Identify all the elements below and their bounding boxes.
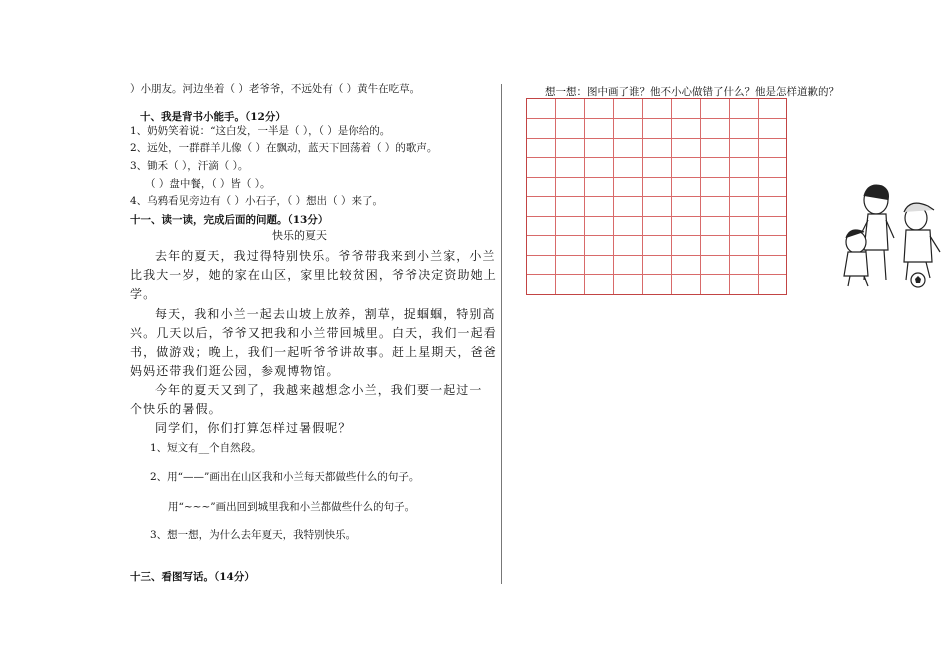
question-2b: 用“~~~”画出回到城里我和小兰都做些什么的句子。 [168, 501, 416, 513]
question-2: 2、用“——”画出在山区我和小兰每天都做些什么的句子。 [150, 471, 420, 483]
section-10-item-4: 4、乌鸦看见旁边有（ ）小石子，（ ）想出（ ）来了。 [130, 195, 383, 207]
story-paragraph-4: 同学们，你们打算怎样过暑假呢？ [155, 421, 352, 435]
column-divider [501, 84, 502, 584]
story-paragraph-2-line-2: 兴。几天以后，爷爷又把我和小兰带回城里。白天，我们一起看 [130, 326, 497, 340]
story-paragraph-3: 今年的夏天又到了，我越来越想念小兰，我们要一起过一 [155, 383, 483, 397]
story-paragraph-1-line-3: 学。 [130, 287, 157, 301]
section-10-item-3b: （ ）盘中餐，（ ）皆（ ）。 [145, 178, 271, 190]
text-line-top: ）小朋友。河边坐着（ ）老爷爷，不远处有（ ）黄牛在吃草。 [130, 83, 421, 95]
story-paragraph-2-line-3: 书，做游戏；晚上，我们一起听爷爷讲故事。赶上星期天，爸爸 [130, 345, 497, 359]
writing-grid[interactable] [526, 98, 787, 295]
picture-writing-prompt: 想一想：图中画了谁？他不小心做错了什么？他是怎样道歉的？ [545, 86, 839, 98]
section-13-title: 十三、看图写话。（14分） [130, 571, 255, 583]
story-paragraph-2: 每天，我和小兰一起去山坡上放养，割草，捉蝈蝈，特别高 [155, 307, 496, 321]
section-10-item-1: 1、奶奶笑着说：“这白发，一半是（ ），（ ）是你给的。 [130, 125, 391, 137]
children-soccer-illustration [838, 180, 944, 290]
story-paragraph-3-line-2: 个快乐的暑假。 [130, 402, 222, 416]
story-title: 快乐的夏天 [272, 229, 327, 242]
section-10-title: 十、我是背书小能手。（12分） [140, 111, 286, 123]
question-1: 1、短文有__个自然段。 [150, 442, 262, 454]
story-paragraph-1: 去年的夏天，我过得特别快乐。爷爷带我来到小兰家，小兰 [155, 249, 496, 263]
story-paragraph-2-line-4: 妈妈还带我们逛公园，参观博物馆。 [130, 364, 340, 378]
section-11-title: 十一、读一读，完成后面的问题。（13分） [130, 214, 329, 226]
story-paragraph-1-line-2: 比我大一岁，她的家在山区，家里比较贫困，爷爷决定资助她上 [130, 268, 497, 282]
section-10-item-3: 3、锄禾（ ），汗滴（ ）。 [130, 160, 249, 172]
section-10-item-2: 2、远处，一群群羊儿像（ ）在飘动，蓝天下回荡着（ ）的歌声。 [130, 142, 438, 154]
question-3: 3、想一想，为什么去年夏天，我特别快乐。 [150, 529, 357, 541]
